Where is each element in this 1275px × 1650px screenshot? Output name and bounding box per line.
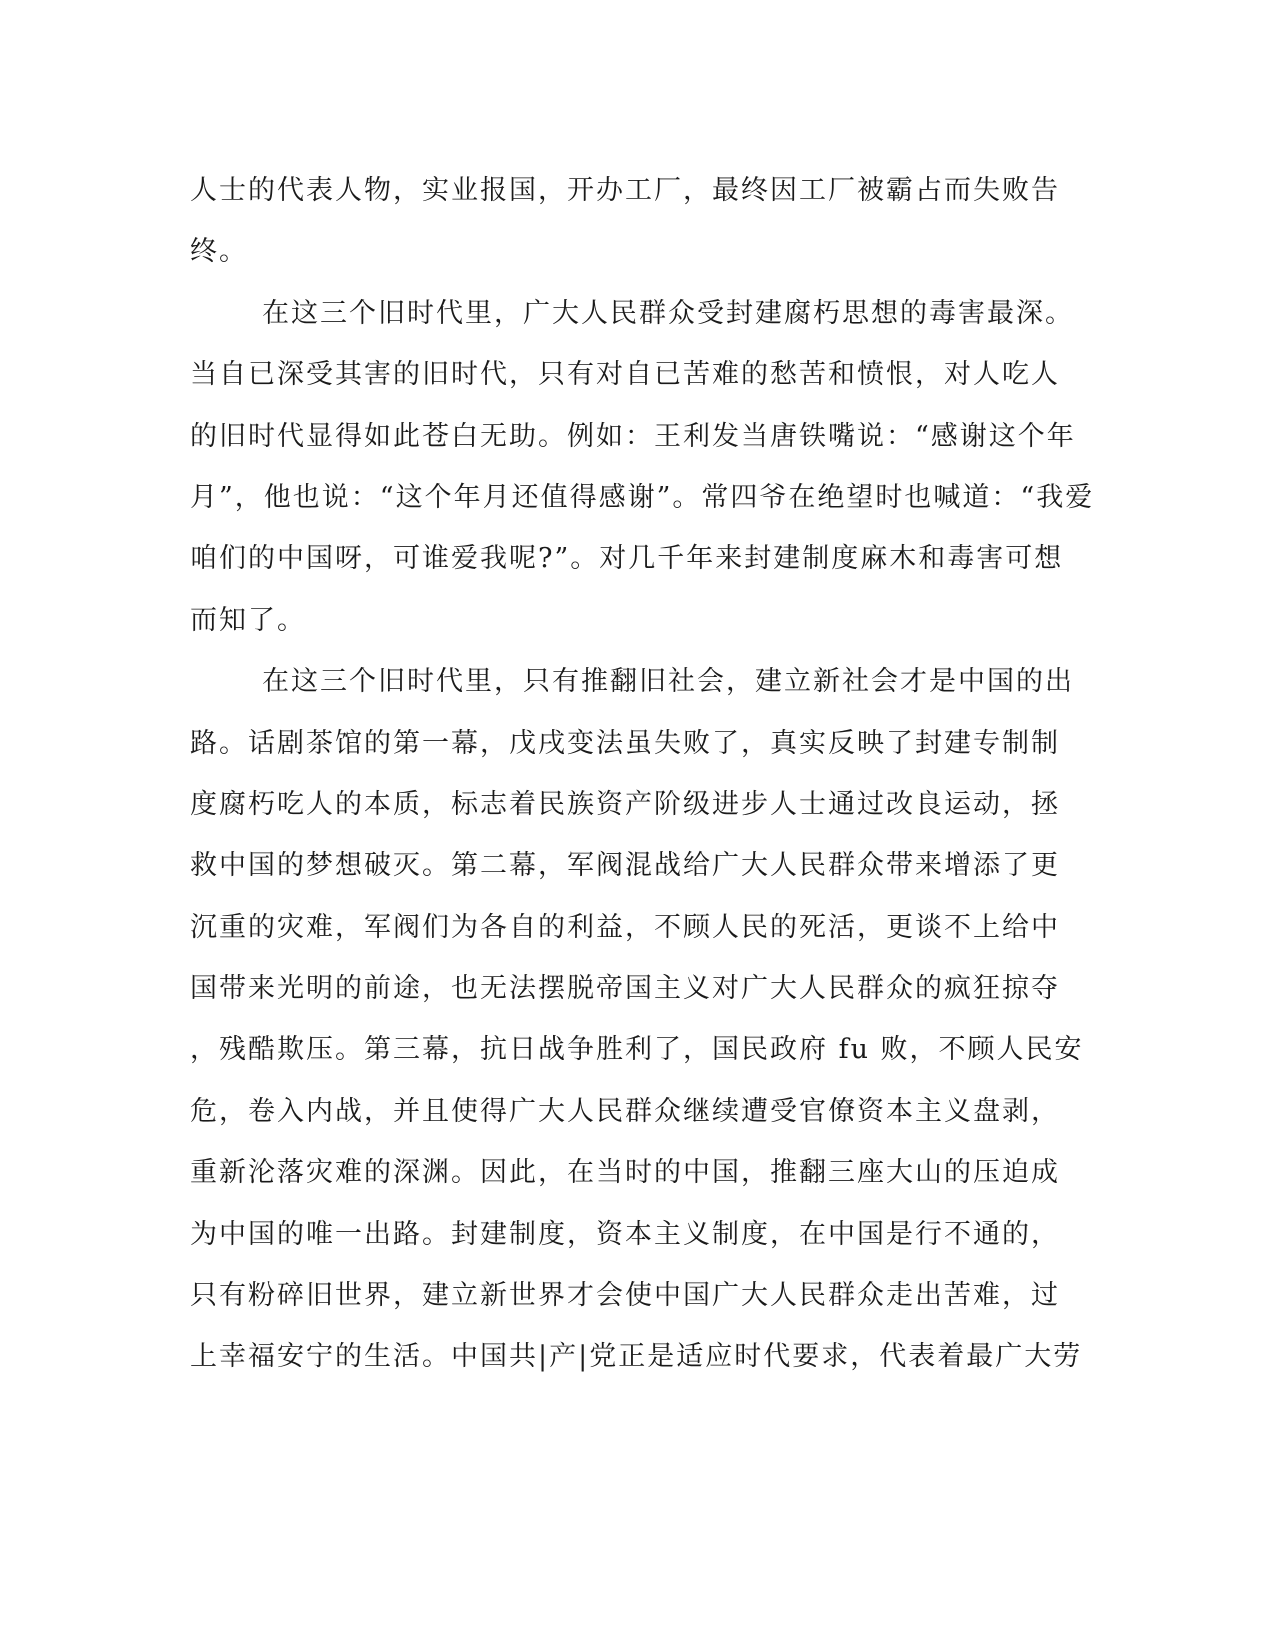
text-line: 当自已深受其害的旧时代，只有对自已苦难的愁苦和愤恨，对人吃人	[190, 359, 1060, 391]
text-line: 人士的代表人物，实业报国，开办工厂，最终因工厂被霸占而失败告	[190, 175, 1060, 206]
text-line: 终。	[190, 236, 248, 268]
text-line: 沉重的灾难，军阀们为各自的利益，不顾人民的死活，更谈不上给中	[190, 911, 1060, 943]
body-text	[190, 160, 1095, 1388]
paragraph-start-line: 在这三个旧时代里，只有推翻旧社会，建立新社会才是中国的出	[262, 666, 1074, 698]
text-line: 为中国的唯一出路。封建制度，资本主义制度，在中国是行不通的，	[190, 1218, 1060, 1250]
text-line: 国带来光明的前途，也无法摆脱帝国主义对广大人民群众的疯狂掠夺	[190, 973, 1060, 1005]
text-line: 只有粉碎旧世界，建立新世界才会使中国广大人民群众走出苦难，过	[190, 1280, 1060, 1312]
text-line: 上幸福安宁的生活。中国共|产|党正是适应时代要求，代表着最广大劳	[190, 1341, 1083, 1373]
text-line: 路。话剧茶馆的第一幕，戊戌变法虽失败了，真实反映了封建专制制	[190, 727, 1060, 759]
text-line: 救中国的梦想破灭。第二幕，军阀混战给广大人民群众带来增添了更	[190, 850, 1060, 882]
text-line: 咱们的中国呀，可谁爱我呢?”。对几千年来封建制度麻木和毒害可想	[190, 543, 1064, 575]
text-line: 危，卷入内战，并且使得广大人民群众继续遭受官僚资本主义盘剥，	[190, 1095, 1060, 1127]
text-line: 重新沦落灾难的深渊。因此，在当时的中国，推翻三座大山的压迫成	[190, 1157, 1060, 1189]
text-line: 的旧时代显得如此苍白无助。例如：王利发当唐铁嘴说：“感谢这个年	[190, 420, 1076, 452]
text-line: 度腐朽吃人的本质，标志着民族资产阶级进步人士通过改良运动，拯	[190, 788, 1060, 820]
text-line: 而知了。	[190, 604, 306, 636]
paragraph-start-line: 在这三个旧时代里，广大人民群众受封建腐朽思想的毒害最深。	[262, 297, 1074, 329]
text-line: 月”，他也说：“这个年月还值得感谢”。常四爷在绝望时也喊道：“我爱	[190, 481, 1095, 513]
text-line: ，残酷欺压。第三幕，抗日战争胜利了，国民政府 fu 败，不顾人民安	[190, 1034, 1084, 1066]
